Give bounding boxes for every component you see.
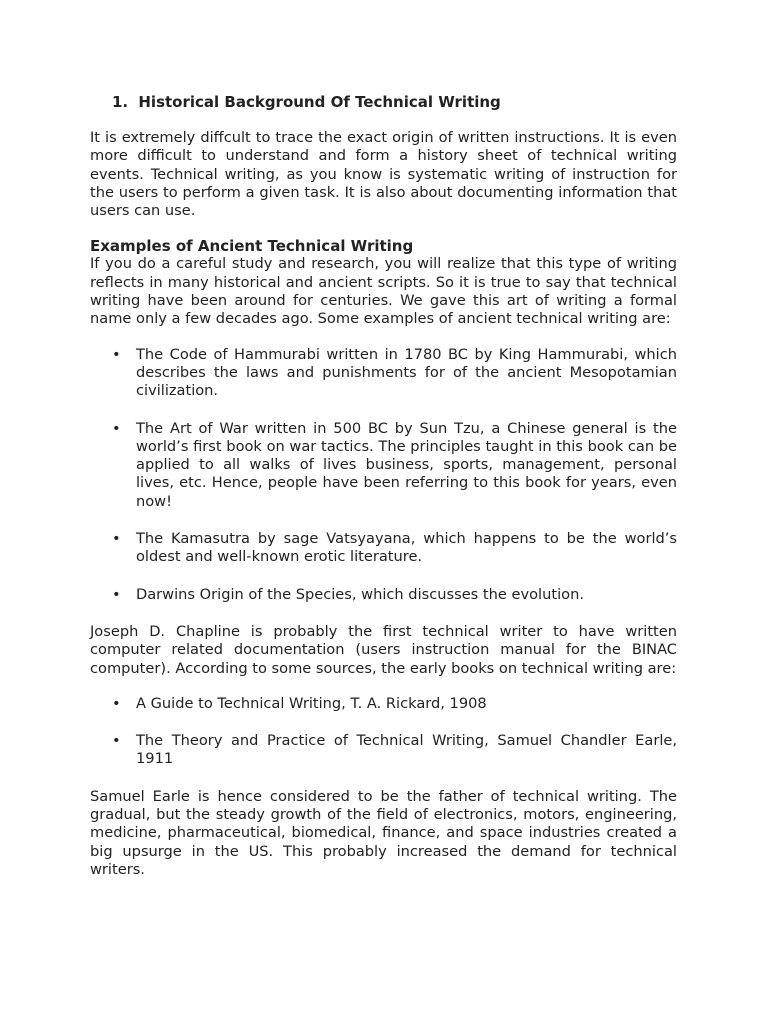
document-page: [90, 92, 677, 879]
section-heading: [90, 92, 677, 112]
closing-paragraph: Samuel Earle is hence considered to be the father of technical writing. The gradual, but the steady growth of the field of electronics, motors, engineering, medicine, pharmaceutical, biomedical, finance, and space industries created a big upsurge in the US. This probably increased the demand for technical writers.: [90, 787, 677, 878]
list-item-text: The Kamasutra by sage Vatsyayana, which happens to be the world’s oldest and well-known erotic literature.: [136, 530, 677, 566]
early-books-list: [90, 695, 677, 769]
list-item-text: A Guide to Technical Writing, T. A. Rickard, 1908: [136, 694, 487, 712]
list-item: [90, 420, 677, 511]
list-item: [90, 732, 677, 769]
chapline-paragraph: Joseph D. Chapline is probably the first technical writer to have written computer related documentation (users instruction manual for the BINAC computer). According to some sources, the early books on technical writing are:: [90, 622, 677, 677]
examples-paragraph: If you do a careful study and research, you will realize that this type of writing reflects in many historical and ancient scripts. So it is true to say that technical writing have been around for centuries. We gave this art of writing a formal name only a few decades ago. Some examples of ancient technical writing are:: [90, 255, 677, 328]
bullet-icon: •: [112, 732, 121, 750]
section-title: Historical Background Of Technical Writing: [138, 93, 501, 111]
list-item: [90, 586, 677, 604]
list-item-text: The Code of Hammurabi written in 1780 BC by King Hammurabi, which describes the laws and punishments for of the ancient Mesopotamian civilization.: [136, 345, 677, 400]
list-item-text: The Art of War written in 500 BC by Sun Tzu, a Chinese general is the world’s first book on war tactics. The principles taught in this book can be applied to all walks of lives business, sports, management, personal lives, etc. Hence, people have been referring to this book for years, even now!: [136, 419, 677, 510]
list-item: [90, 695, 677, 713]
bullet-icon: •: [112, 345, 121, 363]
bullet-icon: •: [112, 419, 121, 437]
list-item-text: The Theory and Practice of Technical Writing, Samuel Chandler Earle, 1911: [136, 732, 677, 768]
examples-subheading: Examples of Ancient Technical Writing: [90, 237, 414, 256]
ancient-examples-list: [90, 346, 677, 604]
bullet-icon: •: [112, 530, 121, 548]
list-item: [90, 530, 677, 567]
intro-paragraph: It is extremely diffcult to trace the exact origin of written instructions. It is even more difficult to understand and form a history sheet of technical writing events. Technical writing, as you know is systematic writing of instruction for the users to perform a given task. It is also about documenting information that users can use.: [90, 129, 677, 220]
bullet-icon: •: [112, 585, 121, 603]
section-number: 1.: [112, 93, 129, 111]
list-item-text: Darwins Origin of the Species, which discusses the evolution.: [136, 585, 584, 603]
list-item: [90, 346, 677, 401]
bullet-icon: •: [112, 694, 121, 712]
